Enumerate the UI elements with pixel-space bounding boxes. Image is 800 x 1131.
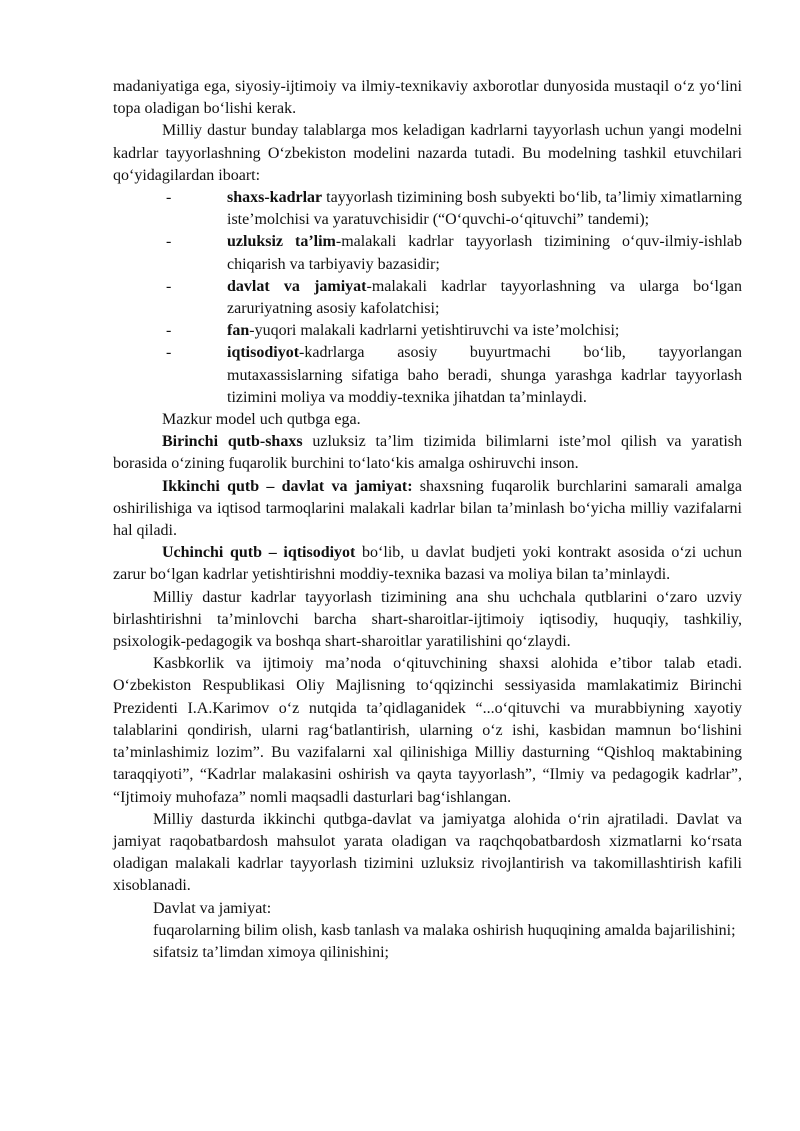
list-dash: - bbox=[166, 233, 172, 251]
list-item-definition: tayyorlash tizimining bosh subyekti bo‘lib, ta’limiy ximatlarning iste’molchisi va yaratuvchisidir (“O‘quvchi-o‘qituvchi” tandemi); bbox=[227, 189, 742, 229]
list-item-text bbox=[227, 342, 742, 409]
list-item-text bbox=[227, 187, 742, 231]
first-pole-text: uzluksiz ta’lim tizimida bilimlarni iste’mol qilish va yaratish borasida o‘zining fuqarolik burchini to‘lato‘kis amalga oshiruvchi inson. bbox=[113, 433, 742, 473]
list-item-term: shaxs-kadrlar bbox=[227, 189, 323, 207]
list-item-definition: -malakali kadrlar tayyorlashning va ularga bo‘lgan zaruriyatning asosiy kafolatchisi; bbox=[227, 277, 742, 318]
list-item-definition: -yuqori malakali kadrlarni yetishtiruvchi va iste’molchisi; bbox=[249, 322, 620, 340]
first-pole-heading: Birinchi qutb-shaxs bbox=[162, 433, 303, 451]
paragraph-second-pole bbox=[113, 476, 742, 543]
paragraph-citizen-rights: fuqarolarning bilim olish, kasb tanlash va malaka oshirish huquqining amalda bajarilishini; bbox=[153, 921, 736, 939]
paragraph-unify-poles: Milliy dastur kadrlar tayyorlash tizimining ana shu uchchala qutblarini o‘zaro uzviy birlashtirishni ta’minlovchi barcha shart-sharoitlar-ijtimoiy iqtisodiy, huquqiy, tashkiliy, psixologik-pedagogik va boshqa shart-sharoitlar yaratilishini qo‘zlaydi. bbox=[113, 588, 742, 651]
paragraph-model-description: Milliy dastur bunday talablarga mos keladigan kadrlarni tayyorlash uchun yangi modelni kadrlar tayyorlashning O‘zbekiston modelini nazarda tutadi. Bu modelning tashkil etuvchilari qo‘yidagilardan iboart: bbox=[113, 122, 742, 184]
list-item-term: fan bbox=[227, 322, 250, 340]
list-item-term: uzluksiz ta’lim bbox=[227, 233, 336, 251]
list-item-term: davlat va jamiyat bbox=[227, 277, 367, 295]
list-item bbox=[113, 231, 742, 275]
list-item-term: iqtisodiyot bbox=[227, 344, 300, 362]
paragraph-state-society: Davlat va jamiyat: bbox=[153, 899, 272, 917]
list-item bbox=[113, 342, 742, 409]
paragraph-quality-protection: sifatsiz ta’limdan ximoya qilinishini; bbox=[153, 943, 389, 961]
list-item bbox=[113, 187, 742, 231]
paragraph-model-poles: Mazkur model uch qutbga ega. bbox=[162, 411, 361, 429]
paragraph-third-pole bbox=[113, 542, 742, 586]
list-dash: - bbox=[166, 189, 172, 207]
paragraph-second-pole-role: Milliy dasturda ikkinchi qutbga-davlat va jamiyatga alohida o‘rin ajratiladi. Davlat va jamiyat raqobatbardosh mahsulot yarata oladigan va raqchqobatbardosh xizmatlarni ko‘rsata oladigan malakali kadrlar tayyorlash tizimini uzluksiz rivojlantirish va takomillashtirish kafili xisoblanadi. bbox=[113, 810, 742, 895]
list-item-text bbox=[227, 231, 742, 275]
paragraph-intro-continuation: madaniyatiga ega, siyosiy-ijtimoiy va ilmiy-texnikaviy axborotlar dunyosida mustaqil o‘z yo‘lini topa oladigan bo‘lishi kerak. bbox=[113, 78, 742, 118]
list-dash: - bbox=[166, 277, 172, 295]
third-pole-text: bo‘lib, u davlat budjeti yoki kontrakt asosida o‘zi uchun zarur bo‘lgan kadrlar yetishtirishni moddiy-texnika bazasi va moliya bilan ta’minlaydi. bbox=[113, 544, 742, 584]
third-pole-heading: Uchinchi qutb – iqtisodiyot bbox=[162, 544, 356, 562]
list-item-text bbox=[227, 276, 742, 320]
list-item bbox=[113, 276, 742, 320]
list-item-definition: -kadrlarga asosiy buyurtmachi bo‘lib, tayyorlangan mutaxassislarning sifatiga baho beradi, shunga yarashga kadrlar tayyorlash tizimini moliya va moddiy-texnika jihatdan ta’minlaydi. bbox=[227, 344, 742, 406]
list-item bbox=[113, 320, 742, 342]
list-item-definition: -malakali kadrlar tayyorlash tizimining o‘quv-ilmiy-ishlab chiqarish va tarbiyaviy bazasidir; bbox=[227, 233, 743, 273]
paragraph-first-pole bbox=[113, 431, 742, 475]
list-dash: - bbox=[166, 322, 172, 340]
list-item-text bbox=[227, 320, 742, 342]
document-page bbox=[113, 76, 742, 964]
second-pole-heading: Ikkinchi qutb – davlat va jamiyat: bbox=[162, 477, 413, 495]
second-pole-text: shaxsning fuqarolik burchlarini samarali amalga oshirilishiga va iqtisod tarmoqlarini malakali kadrlar bilan ta’minlash bo‘yicha milliy vazifalarni hal qiladi. bbox=[113, 477, 742, 540]
list-dash: - bbox=[166, 344, 172, 362]
paragraph-teacher: Kasbkorlik va ijtimoiy ma’noda o‘qituvchining shaxsi alohida e’tibor talab etadi. O‘zbekiston Respublikasi Oliy Majlisning to‘qqizinchi sessiyasida mamlakatimiz Birinchi Prezidenti I.A.Karimov o‘z nutqida ta’qidlaganidek “...o‘qituvchi va murabbiyning xayotiy talablarini qondirish, ularni rag‘batlantirish, ularning o‘z ishi, kasbidan mamnun bo‘lishini ta’minlashimiz lozim”. Bu vazifalarni xal qilinishiga Milliy dasturning “Qishloq maktabining taraqqiyoti”, “Kadrlar malakasini oshirish va qayta tayyorlash”, “Ilmiy va pedagogik kadrlar”, “Ijtimoiy muhofaza” nomli maqsadli dasturlari bag‘ishlangan. bbox=[113, 655, 742, 806]
